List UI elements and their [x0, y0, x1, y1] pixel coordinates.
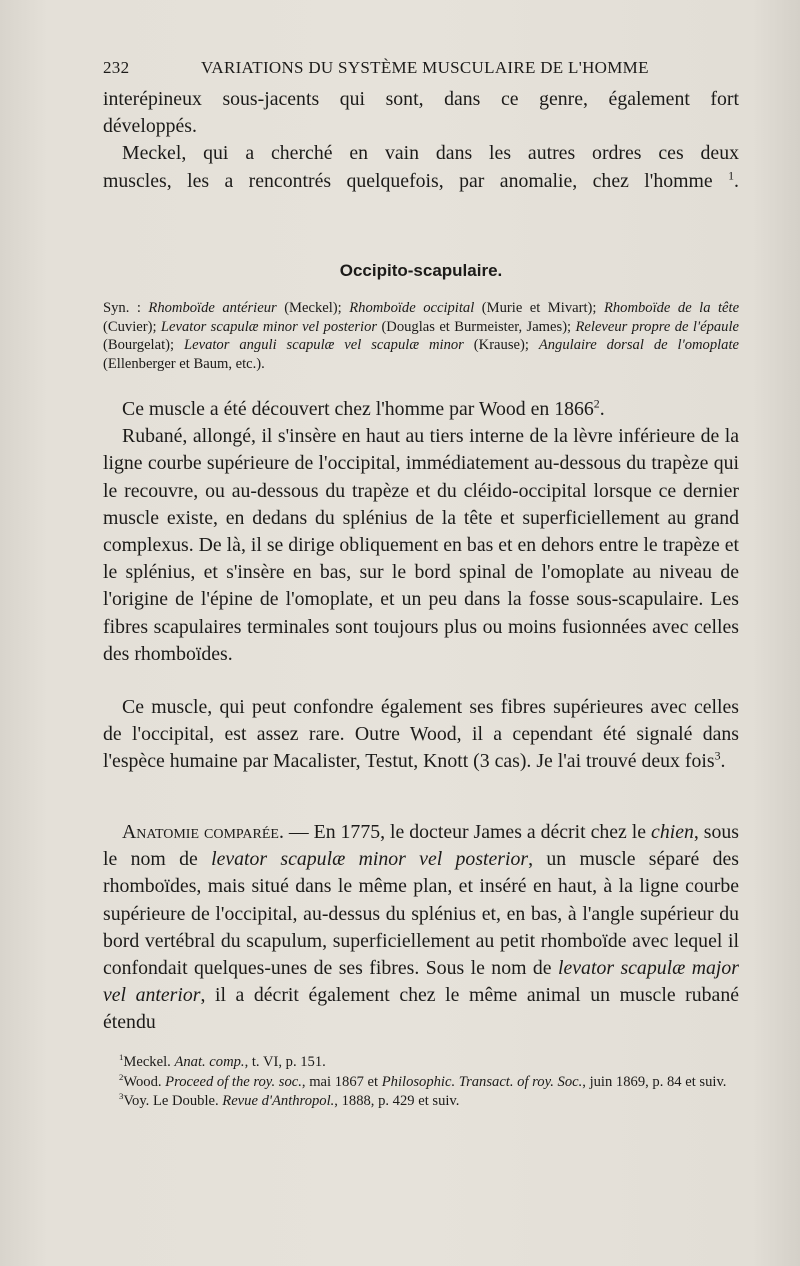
running-title: VARIATIONS DU SYSTÈME MUSCULAIRE DE L'HOMME	[201, 58, 649, 77]
paragraph-rarity: Ce muscle, qui peut confondre également ses fibres supérieures avec celles de l'occipital, est assez rare. Outre Wood, il a cependant été signalé dans l'espèce humaine par Macalister, Testut, Knott (3 cas). Je l'ai trouvé deux fois$^3$.	[103, 696, 739, 773]
footnotes	[103, 1053, 739, 1112]
paragraph-line: muscles, les a rencontrés quelquefois, par anomalie, chez l'homme $^1$.	[103, 168, 739, 192]
page-number: 232	[103, 58, 130, 77]
footnote: $^3$Voy. Le Double. Revue d'Anthropol., 1888, p. 429 et suiv.	[119, 1091, 460, 1109]
footnote-ref: 2	[593, 396, 600, 411]
section-title: Occipito-scapulaire.	[339, 261, 503, 280]
paragraph-line: Meckel, qui a cherché en vain dans les autres ordres ces deux	[122, 142, 739, 165]
paragraph-line: développés.	[103, 115, 197, 138]
paragraph-line: interépineux sous-jacents qui sont, dans ce genre, également fort	[103, 88, 739, 110]
comparative-label: Anatomie comparée.	[122, 821, 284, 843]
footnote-ref: 3	[714, 748, 721, 763]
paragraph-discovery: Ce muscle a été découvert chez l'homme par Wood en 1866$^2$. Rubané, allongé, il s'insère en haut au tiers interne de la lèvre inférieure de la ligne courbe supérieure de l'occipital, immédiatement au-dessous du trapèze qui le recouvre, ou au-dessous du trapèze et du cléido-occipital lorsque ce dernier muscle existe, en dedans du splénius de la tête et superficiellement au grand complexus. De là, il se dirige obliquement en bas et en dehors entre le trapèze et le splénius, et s'insère en bas, sur le bord spinal de l'omoplate au niveau de l'origine de l'épine de l'omoplate, et un peu dans la fosse sous-scapulaire. Les fibres scapulaires terminales sont toujours plus ou moins fusionnées avec celles des rhomboïdes.	[103, 396, 739, 668]
page-body	[103, 86, 740, 1034]
paragraph-comparative-anatomy: Anatomie comparée. — En 1775, le docteur James a décrit chez le chien, sous le nom de levator scapulæ minor vel posterior, un muscle séparé des rhomboïdes, mais situé dans le même plan, et inséré en haut, à la ligne courbe supérieure de l'occipital, au-dessus du splénius et, en bas, à l'angle supérieur du bord vertébral du scapulum, superficiellement au petit rhomboïde avec lequel il confondait quelques-unes de ses fibres. Sous le nom de levator scapulæ major vel anterior, il a décrit également chez le même animal un muscle rubané étendu	[103, 821, 739, 1034]
footnote: $^1$Meckel. Anat. comp., t. VI, p. 151.	[119, 1052, 326, 1070]
footnote: $^2$Wood. Proceed of the roy. soc., mai 1867 et Philosophic. Transact. of roy. Soc., juin 1869, p. 84 et suiv.	[119, 1071, 727, 1090]
footnote-ref: 1	[728, 168, 735, 183]
paragraph-description: Rubané, allongé, il s'insère en haut au tiers interne de la lèvre inférieure de la ligne courbe supérieure de l'occipital, immédiatement au-dessous du trapèze qui le recouvre, ou au-dessous du trapèze et du cléido-occipital lorsque ce dernier muscle existe, en dedans du splénius de la tête et superficiellement au grand complexus. De là, il se dirige obliquement en bas et en dehors entre le trapèze et le splénius, et s'insère en bas, sur le bord spinal de l'omoplate au niveau de l'origine de l'épine de l'omoplate, et un peu dans la fosse sous-scapulaire. Les fibres scapulaires terminales sont toujours plus ou moins fusionnées avec celles des rhomboïdes.	[103, 425, 739, 665]
synonyms-block: Syn. : Rhomboïde antérieur (Meckel); Rhomboïde occipital (Murie et Mivart); Rhomboïde de la tête (Cuvier); Levator scapulæ minor vel posterior (Douglas et Burmeister, James); Releveur propre de l'épaule (Bourgelat); Levator anguli scapulæ vel scapulæ minor (Krause); Angulaire dorsal de l'omoplate (Ellenberger et Baum, etc.).	[103, 300, 740, 372]
